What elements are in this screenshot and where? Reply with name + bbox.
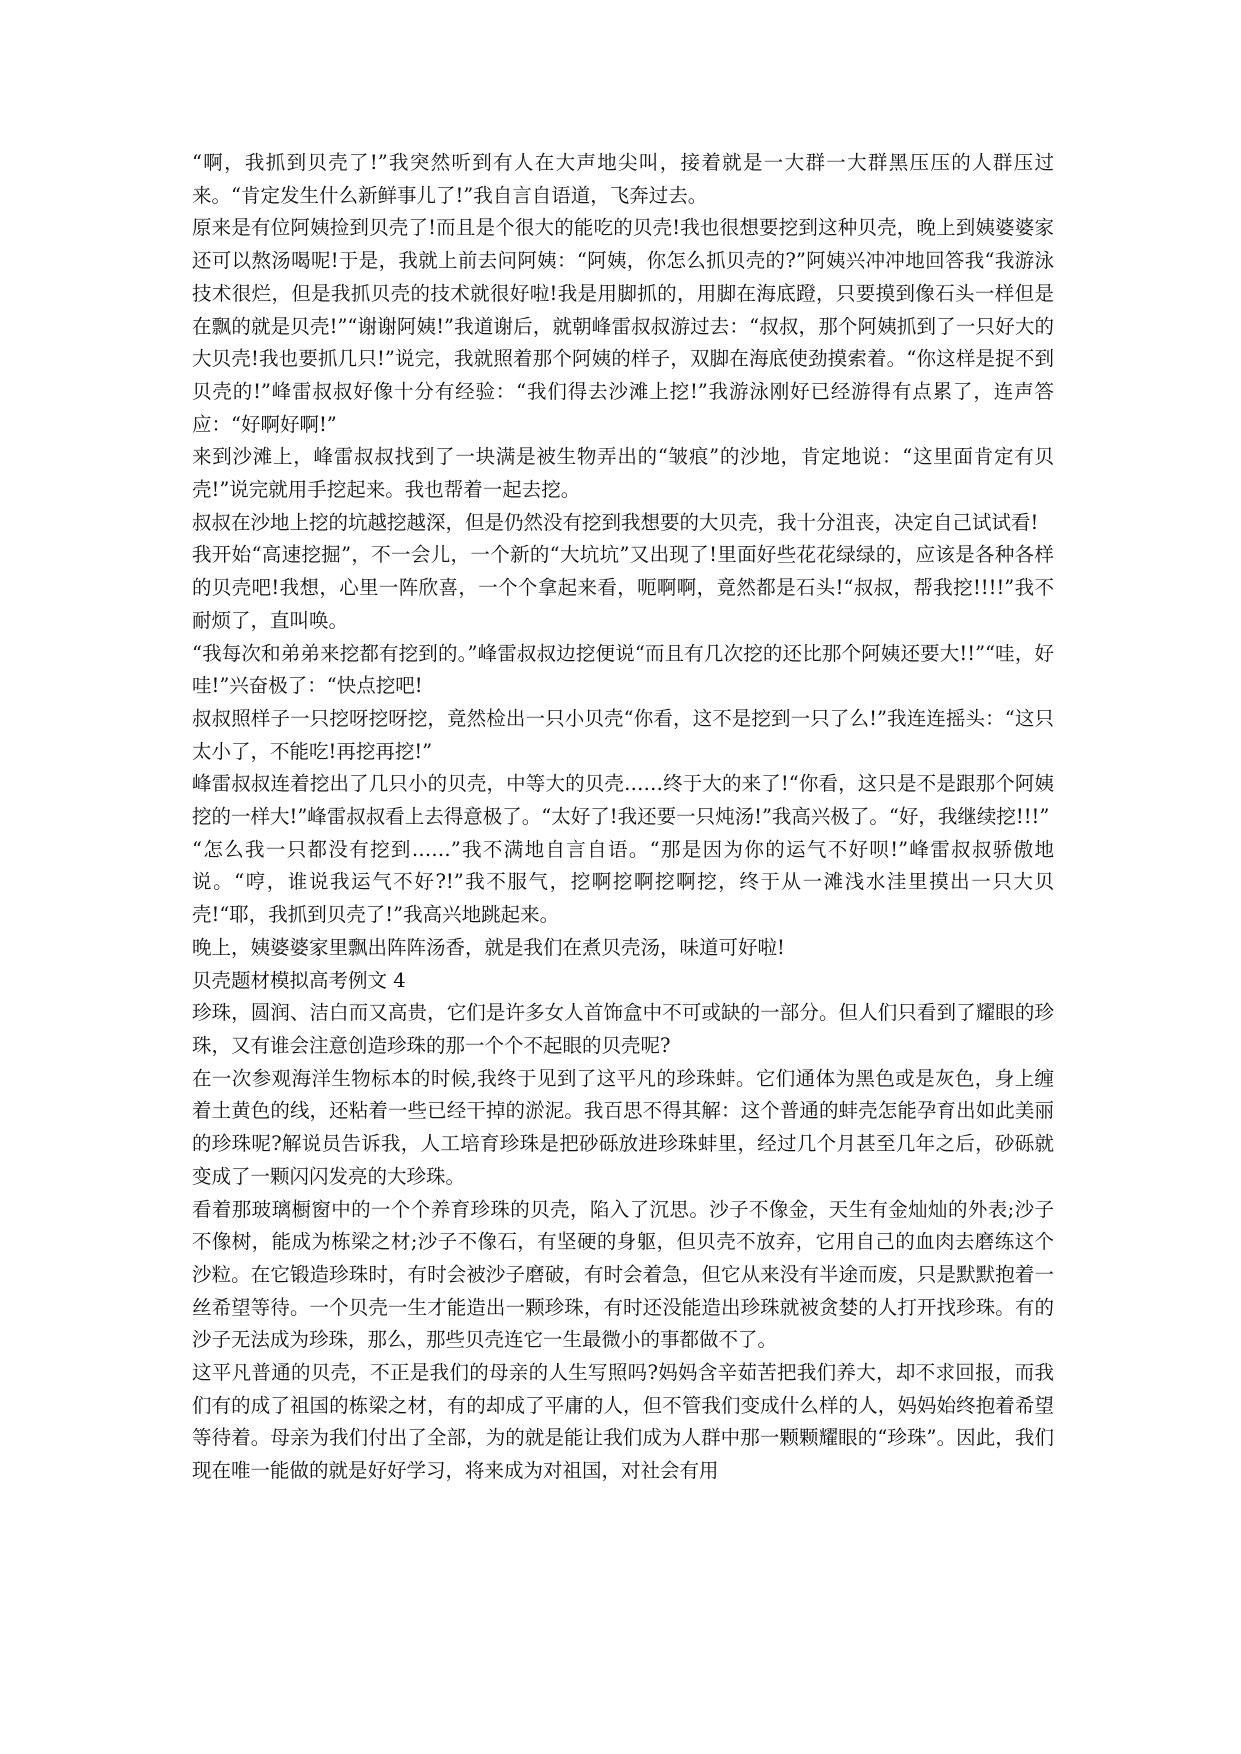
paragraph-12: 珍珠，圆润、洁白而又高贵，它们是许多女人首饰盒中不可或缺的一部分。但人们只看到了耀眼的珍珠，又有谁会注意创造珍珠的那一个个不起眼的贝壳呢? bbox=[192, 1001, 1054, 1057]
paragraph-4: 叔叔在沙地上挖的坑越挖越深，但是仍然没有挖到我想要的大贝壳，我十分沮丧，决定自己试试看! bbox=[192, 510, 1039, 534]
paragraph-6: “我每次和弟弟来挖都有挖到的。”峰雷叔叔边挖便说“而且有几次挖的还比那个阿姨还要大!!”“哇，好哇!”兴奋极了：“快点挖吧! bbox=[192, 641, 1054, 698]
section-heading: 贝壳题材模拟高考例文 4 bbox=[192, 968, 406, 992]
paragraph-7: 叔叔照样子一只挖呀挖呀挖，竟然检出一只小贝壳“你看，这不是挖到一只了么!”我连连摇头：“这只太小了，不能吃!再挖再挖!” bbox=[192, 706, 1054, 763]
paragraph-5: 我开始“高速挖掘”，不一会儿，一个新的“大坑坑”又出现了!里面好些花花绿绿的，应该是各种各样的贝壳吧!我想，心里一阵欣喜，一个个拿起来看，呃啊啊，竟然都是石头!“叔叔，帮我挖!!!!”我不耐烦了，直叫唤。 bbox=[192, 543, 1054, 632]
paragraph-9: “怎么我一只都没有挖到……”我不满地自言自语。“那是因为你的运气不好呗!”峰雷叔叔骄傲地说。“哼，谁说我运气不好?!”我不服气，挖啊挖啊挖啊挖，终于从一滩浅水洼里摸出一只大贝壳!“耶，我抓到贝壳了!”我高兴地跳起来。 bbox=[192, 837, 1054, 927]
paragraph-14: 看着那玻璃橱窗中的一个个养育珍珠的贝壳，陷入了沉思。沙子不像金，天生有金灿灿的外表;沙子不像树，能成为栋梁之材;沙子不像石，有坚硬的身躯，但贝壳不放弃，它用自己的血肉去磨练这个沙粒。在它锻造珍珠时，有时会被沙子磨破，有时会着急，但它从来没有半途而废，只是默默抱着一丝希望等待。一个贝壳一生才能造出一颗珍珠，有时还没能造出珍珠就被贪婪的人打开找珍珠。有的沙子无法成为珍珠，那么，那些贝壳连它一生最微小的事都做不了。 bbox=[192, 1197, 1054, 1352]
paragraph-13: 在一次参观海洋生物标本的时候,我终于见到了这平凡的珍珠蚌。它们通体为黑色或是灰色，身上缠着土黄色的线，还粘着一些已经干掉的淤泥。我百思不得其解：这个普通的蚌壳怎能孕育出如此美丽的珍珠呢?解说员告诉我，人工培育珍珠是把砂砾放进珍珠蚌里，经过几个月甚至几年之后，砂砾就变成了一颗闪闪发亮的大珍珠。 bbox=[192, 1066, 1054, 1188]
paragraph-3: 来到沙滩上，峰雷叔叔找到了一块满是被生物弄出的“皱痕”的沙地，肯定地说：“这里面肯定有贝壳!”说完就用手挖起来。我也帮着一起去挖。 bbox=[192, 445, 1054, 502]
paragraph-15: 这平凡普通的贝壳，不正是我们的母亲的人生写照吗?妈妈含辛茹苦把我们养大，却不求回报，而我们有的成了祖国的栋梁之材，有的却成了平庸的人，但不管我们变成什么样的人，妈妈始终抱着希望等待着。母亲为我们付出了全部，为的就是能让我们成为人群中那一颗颗耀眼的“珍珠”。因此，我们现在唯一能做的就是好好学习，将来成为对祖国，对社会有用 bbox=[192, 1361, 1054, 1483]
paragraph-2: 原来是有位阿姨捡到贝壳了!而且是个很大的能吃的贝壳!我也很想要挖到这种贝壳，晚上到姨婆婆家还可以熬汤喝呢!于是，我就上前去问阿姨：“阿姨，你怎么抓贝壳的?”阿姨兴冲冲地回答我“我游泳技术很烂，但是我抓贝壳的技术就很好啦!我是用脚抓的，用脚在海底蹬，只要摸到像石头一样但是在飘的就是贝壳!”“谢谢阿姨!”我道谢后，就朝峰雷叔叔游过去：“叔叔，那个阿姨抓到了一只好大的大贝壳!我也要抓几只!”说完，我就照着那个阿姨的样子，双脚在海底使劲摸索着。“你这样是捉不到贝壳的!”峰雷叔叔好像十分有经验：“我们得去沙滩上挖!”我游泳刚好已经游得有点累了，连声答应：“好啊好啊!” bbox=[192, 216, 1054, 436]
paragraph-10: 晚上，姨婆婆家里飘出阵阵汤香，就是我们在煮贝壳汤，味道可好啦! bbox=[192, 935, 785, 959]
paragraph-8: 峰雷叔叔连着挖出了几只小的贝壳，中等大的贝壳……终于大的来了!“你看，这只是不是跟那个阿姨挖的一样大!”峰雷叔叔看上去得意极了。“太好了!我还要一只炖汤!”我高兴极了。“好，我继续挖!!!” bbox=[192, 772, 1054, 829]
paragraph-1: “啊，我抓到贝壳了!”我突然听到有人在大声地尖叫，接着就是一大群一大群黑压压的人群压过来。“肯定发生什么新鲜事儿了!”我自言自语道，飞奔过去。 bbox=[192, 151, 1054, 207]
document-page bbox=[192, 147, 1054, 1488]
